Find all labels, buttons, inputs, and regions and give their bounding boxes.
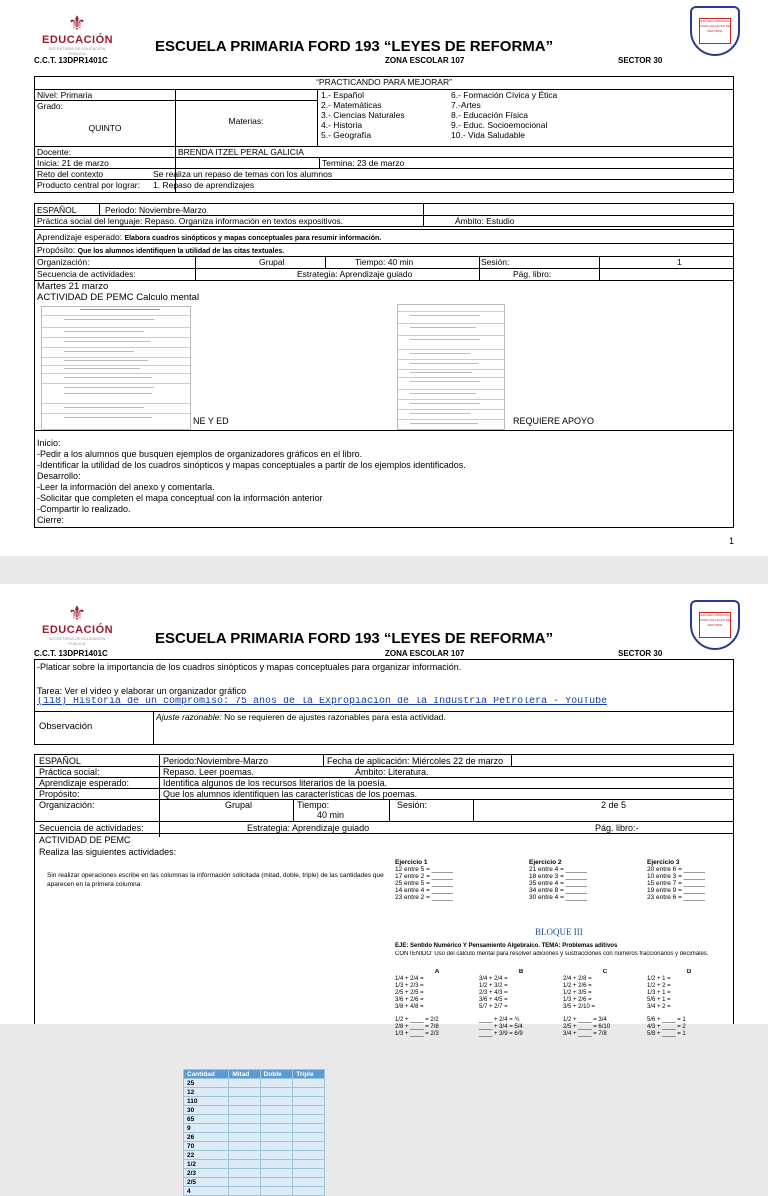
sep-logo bbox=[42, 604, 112, 646]
ejercicio-3 bbox=[647, 859, 705, 901]
frac-cell: 2/5 + ____ = 6/10 bbox=[563, 1024, 611, 1030]
table-row bbox=[184, 1160, 325, 1169]
col-letter: C bbox=[602, 969, 608, 975]
realiza-text: Realiza las siguientes actividades: bbox=[39, 847, 177, 857]
grado-value: QUINTO bbox=[88, 123, 122, 133]
cantidad-cell: 26 bbox=[184, 1133, 229, 1142]
table-row bbox=[184, 1097, 325, 1106]
sequence-line: -Compartir lo realizado. bbox=[37, 504, 131, 514]
frac-row bbox=[395, 1031, 731, 1038]
materia-item: 8.- Educación Física bbox=[451, 110, 529, 120]
eje-text: EJE: Sentido Numérico Y Pensamiento Algebraico. TEMA: Problemas aditivos bbox=[395, 943, 618, 949]
page-number: 1 bbox=[728, 536, 734, 546]
frac-cell: 1/2 + 2/6 = bbox=[563, 983, 592, 989]
session2-table bbox=[34, 754, 734, 1195]
sep-logo bbox=[42, 14, 112, 56]
proposito-label: Propósito: bbox=[39, 789, 80, 799]
cierre-table bbox=[34, 659, 734, 745]
ejercicio-title: Ejercicio 3 bbox=[647, 859, 680, 866]
inicia-date: Inicia: 21 de marzo bbox=[37, 158, 109, 168]
frac-cell: 1/3 + 1 = bbox=[647, 990, 671, 996]
table-row bbox=[184, 1178, 325, 1187]
cantidad-cell: 65 bbox=[184, 1115, 229, 1124]
cantidad-cell: 4 bbox=[184, 1187, 229, 1196]
sector: SECTOR 30 bbox=[618, 649, 663, 658]
sesion-label: Sesión: bbox=[397, 800, 428, 810]
frac-cell: 1/2 + ____ = 3/4 bbox=[563, 1017, 607, 1023]
seal-text: ESCUELA PRIMARIA FORD 193 LEYES DE REFORMA bbox=[699, 612, 731, 638]
ejercicio-line: 23 entre 2 = ______ bbox=[395, 894, 454, 901]
docente-name: BRENDA ITZEL PERAL GALICIA bbox=[178, 147, 304, 157]
organizacion-value: Grupal bbox=[259, 257, 285, 267]
observacion-label: Observación bbox=[39, 722, 93, 732]
table-row bbox=[184, 1187, 325, 1196]
sequence-line: Cierre: bbox=[37, 515, 65, 525]
requiere-apoyo-label: REQUIERE APOYO bbox=[513, 416, 595, 426]
ne-ed-label: NE Y ED bbox=[193, 416, 229, 426]
frac-cell: 2/4 + 2/8 = bbox=[563, 976, 592, 982]
proposito-label: Propósito: bbox=[37, 245, 76, 255]
instruccion-text: Sin realizar operaciones escribe en las columnas la información solicitada (mitad, doble, triple) de las cantidades que aparecen en la primera columna. bbox=[47, 872, 384, 888]
practica-label: Práctica social: bbox=[39, 767, 100, 777]
cantidad-cell: 30 bbox=[184, 1106, 229, 1115]
table-row bbox=[184, 1088, 325, 1097]
espanol-label: ESPAÑOL bbox=[37, 205, 77, 215]
proposito-value: Que los alumnos identifiquen la utilidad de las citas textuales. bbox=[77, 248, 285, 255]
th-mitad: Mitad bbox=[229, 1070, 260, 1079]
frac-cell: 3/4 + 2/4 = bbox=[479, 976, 508, 982]
zona-escolar: ZONA ESCOLAR 107 bbox=[385, 56, 465, 65]
reto-label: Reto del contexto bbox=[37, 169, 104, 179]
frac-cell: 1/4 + 2/4 = bbox=[395, 976, 424, 982]
materia-item: 7.-Artes bbox=[451, 100, 481, 110]
fracciones-grid bbox=[395, 969, 731, 1038]
producto-value: 1. Repaso de aprendizajes bbox=[153, 180, 255, 190]
sep-emblem-icon: ⚜ bbox=[68, 603, 86, 625]
termina-date: Termina: 23 de marzo bbox=[322, 158, 405, 168]
sesion-label: Sesión: bbox=[481, 257, 510, 267]
frac-cell: 3/4 + 2 = bbox=[647, 1004, 671, 1010]
sequence-line: -Leer la información del anexo y comentarla. bbox=[37, 482, 215, 492]
ejercicio-line: 30 entre 4 = ______ bbox=[529, 894, 588, 901]
frac-row bbox=[395, 1017, 731, 1024]
ejercicio-line: 12 entre 5 = ______ bbox=[395, 866, 454, 873]
table-row bbox=[184, 1106, 325, 1115]
cantidad-cell: 22 bbox=[184, 1151, 229, 1160]
document-page-1 bbox=[0, 0, 768, 556]
ejercicio-line: 34 entre 8 = ______ bbox=[529, 887, 588, 894]
fecha: Martes 21 marzo bbox=[37, 282, 109, 292]
aprendizaje-label: Aprendizaje esperado: bbox=[37, 232, 123, 242]
col-letter: D bbox=[686, 969, 692, 975]
frac-cell: ____ + 3/9 = 6/9 bbox=[479, 1031, 523, 1037]
frac-cell: 2/3 + 4/3 = bbox=[479, 990, 508, 996]
frac-cell: ____ + 3/4 = 5/4 bbox=[479, 1024, 523, 1030]
ejercicio-line: 10 entre 3 = ______ bbox=[647, 873, 706, 880]
practica-social: Práctica social del lenguaje: Repaso. Organiza información en textos expositivos. bbox=[37, 216, 344, 226]
materia-item: 3.- Ciencias Naturales bbox=[321, 110, 405, 120]
frac-cell: 1/3 + 2/3 = bbox=[395, 983, 424, 989]
cantidad-cell: 1/2 bbox=[184, 1160, 229, 1169]
organizacion-label: Organización: bbox=[39, 800, 95, 810]
aprendizaje-label: Aprendizaje esperado: bbox=[39, 778, 130, 788]
materia-item: 4.- Historia bbox=[321, 120, 363, 130]
table-row bbox=[184, 1151, 325, 1160]
aprendizaje-value: Identifica algunos de los recursos literarios de la poesía. bbox=[163, 778, 388, 788]
th-cantidad: Cantidad bbox=[184, 1070, 229, 1079]
col-letter: A bbox=[434, 969, 440, 975]
cantidad-cell: 110 bbox=[184, 1097, 229, 1106]
pag-libro: Pág. libro:- bbox=[595, 823, 639, 833]
ajuste-value: No se requieren de ajustes razonables para esta actividad. bbox=[224, 712, 446, 722]
secuencia-inicio bbox=[37, 438, 466, 526]
ejercicio-line: 23 entre 6 = ______ bbox=[647, 894, 706, 901]
aprendizaje-value: Elabora cuadros sinópticos y mapas conceptuales para resumir información. bbox=[124, 235, 382, 242]
producto-label: Producto central por lograr: bbox=[37, 180, 140, 190]
frac-row bbox=[395, 1024, 731, 1031]
tarea-text: Tarea: Ver el video y elaborar un organizador gráfico bbox=[37, 686, 247, 696]
reto-value: Se realiza un repaso de temas con los alumnos bbox=[153, 169, 333, 179]
table-row bbox=[184, 1115, 325, 1124]
table-row bbox=[184, 1079, 325, 1088]
materia-item: 1.- Español bbox=[321, 90, 364, 100]
tiempo-value: 40 min bbox=[317, 810, 345, 820]
cantidad-cell: 70 bbox=[184, 1142, 229, 1151]
espanol-header bbox=[34, 203, 734, 227]
frac-cell: 5/8 + ____ = 1 bbox=[647, 1031, 686, 1037]
tiempo-label: Tiempo: bbox=[297, 800, 330, 810]
tiempo: Tiempo: 40 min bbox=[355, 257, 414, 267]
table-row bbox=[184, 1142, 325, 1151]
pag-libro: Pág. libro: bbox=[513, 269, 552, 279]
ejercicio-line: 14 entre 4 = ______ bbox=[395, 887, 454, 894]
docente-label: Docente: bbox=[37, 147, 72, 157]
frac-cell: 1/2 + 3/5 = bbox=[563, 990, 592, 996]
ajuste-label: Ajuste razonable: bbox=[156, 712, 222, 722]
plan-title: “PRACTICANDO PARA MEJORAR” bbox=[316, 77, 452, 87]
periodo: Periodo:Noviembre-Marzo bbox=[163, 756, 269, 766]
video-link[interactable]: (118) Historia de un compromiso: 75 años de la Expropiación de la Industria Petrolera - YouTube bbox=[37, 697, 608, 707]
materia-item: 6.- Formación Cívica y Ética bbox=[451, 90, 558, 100]
frac-cell: 3/5 + 2/10 = bbox=[563, 1004, 596, 1010]
materia-item: 2.- Matemáticas bbox=[321, 100, 382, 110]
frac-cell: 3/6 + 2/6 = bbox=[395, 997, 424, 1003]
worksheet-thumbnail-right bbox=[397, 304, 505, 430]
cct-code: C.C.T. 13DPR1401C bbox=[34, 649, 108, 658]
ejercicio-line: 25 entre 5 = ______ bbox=[395, 880, 454, 887]
sequence-line: -Pedir a los alumnos que busquen ejemplos de organizadores gráficos en el libro. bbox=[37, 449, 363, 459]
frac-cell: 1/2 + 2 = bbox=[647, 983, 671, 989]
practica-value: Repaso. Leer poemas. bbox=[163, 767, 255, 777]
frac-row bbox=[395, 997, 731, 1004]
ambito: Ámbito: Literatura. bbox=[355, 767, 429, 777]
sequence-line: Desarrollo: bbox=[37, 471, 81, 481]
frac-row bbox=[395, 990, 731, 997]
estrategia: Estrategia: Aprendizaje guiado bbox=[297, 269, 413, 279]
ejercicio-line: 19 entre 9 = ______ bbox=[647, 887, 706, 894]
logo-text: EDUCACIÓN bbox=[42, 624, 114, 636]
col-letter: B bbox=[518, 969, 524, 975]
cierre-text: -Platicar sobre la importancia de los cuadros sinópticos y mapas conceptuales para organizar información. bbox=[37, 662, 462, 672]
worksheet-thumbnail-left bbox=[41, 306, 191, 430]
th-triple: Triple bbox=[293, 1070, 325, 1079]
document-page-2 bbox=[0, 584, 768, 1195]
school-title: ESCUELA PRIMARIA FORD 193 “LEYES DE REFORMA” bbox=[155, 630, 554, 647]
ajuste-row bbox=[156, 712, 446, 722]
materia-item: 5.- Geografía bbox=[321, 130, 372, 140]
session-table bbox=[34, 229, 734, 528]
contenido-text: CONTENIDO: Uso del cálculo mental para resolver adiciones y sustracciones con números fraccionarios y decimales. bbox=[395, 951, 709, 957]
frac-row bbox=[395, 976, 731, 983]
col-letters bbox=[395, 969, 731, 976]
sesion-num: 1 bbox=[677, 257, 682, 267]
school-seal-icon bbox=[690, 600, 740, 650]
grado-label: Grado: bbox=[37, 101, 63, 111]
frac-cell: 3/8 + 4/8 = bbox=[395, 1004, 424, 1010]
frac-cell: 2/5 + 2/5 = bbox=[395, 990, 424, 996]
ejercicio-title: Ejercicio 2 bbox=[529, 859, 562, 866]
ejercicio-line: 18 entre 3 = ______ bbox=[529, 873, 588, 880]
school-seal-icon bbox=[690, 6, 740, 56]
cantidad-cell: 25 bbox=[184, 1079, 229, 1088]
planning-table bbox=[34, 76, 734, 193]
cantidad-cell: 2/5 bbox=[184, 1178, 229, 1187]
frac-cell: 5/6 + ____ = 1 bbox=[647, 1017, 686, 1023]
materias-col1 bbox=[321, 90, 405, 140]
frac-cell: 4/3 + ____ = 2 bbox=[647, 1024, 686, 1030]
proposito-value: Que los alumnos identifiquen las características de los poemas. bbox=[163, 789, 418, 799]
nivel-label: Nivel: Primaria bbox=[37, 90, 93, 100]
th-doble: Doble bbox=[260, 1070, 293, 1079]
fecha-aplicacion: Fecha de aplicación: Miércoles 22 de marzo bbox=[327, 756, 504, 766]
table-row bbox=[184, 1124, 325, 1133]
periodo: Periodo: Noviembre-Marzo bbox=[105, 205, 207, 215]
materia-item: 9.- Educ. Socioemocional bbox=[451, 120, 548, 130]
sequence-line: -Solicitar que completen el mapa conceptual con la información anterior bbox=[37, 493, 323, 503]
logo-text: EDUCACIÓN bbox=[42, 34, 114, 46]
cantidad-cell: 2/3 bbox=[184, 1169, 229, 1178]
frac-cell: 2/8 + ____ = 7/8 bbox=[395, 1024, 439, 1030]
logo-subtitle: SECRETARÍA DE EDUCACIÓN PÚBLICA bbox=[48, 46, 106, 56]
organizacion-value: Grupal bbox=[225, 800, 253, 810]
frac-cell: 1/2 + 1 = bbox=[647, 976, 671, 982]
sep-emblem-icon: ⚜ bbox=[68, 13, 86, 35]
school-title: ESCUELA PRIMARIA FORD 193 “LEYES DE REFORMA” bbox=[155, 38, 554, 55]
ambito: Ámbito: Estudio bbox=[455, 216, 515, 226]
frac-cell: 3/6 + 4/5 = bbox=[479, 997, 508, 1003]
ejercicio-line: 35 entre 4 = ______ bbox=[529, 880, 588, 887]
table-row bbox=[184, 1169, 325, 1178]
sector: SECTOR 30 bbox=[618, 56, 663, 65]
table-row bbox=[184, 1133, 325, 1142]
ejercicio-title: Ejercicio 1 bbox=[395, 859, 428, 866]
frac-cell: ____ + 2/4 = ¾ bbox=[479, 1017, 520, 1023]
cantidad-cell: 9 bbox=[184, 1124, 229, 1133]
actividad-title: ACTIVIDAD DE PEMC Calculo mental bbox=[37, 293, 200, 303]
ejercicio-line: 21 entre 4 = ______ bbox=[529, 866, 588, 873]
cantidades-table bbox=[183, 1069, 325, 1196]
frac-cell: 5/6 + 1 = bbox=[647, 997, 671, 1003]
ejercicio-line: 20 entre 6 = ______ bbox=[647, 866, 706, 873]
secuencia-label: Secuencia de actividades: bbox=[37, 269, 136, 279]
frac-cell: 3/4 + ____ = 7/8 bbox=[563, 1031, 607, 1037]
frac-cell: 1/3 + 2/6 = bbox=[563, 997, 592, 1003]
sequence-line: Inicio: bbox=[37, 438, 61, 448]
materias-label: Materias: bbox=[228, 116, 264, 126]
frac-row bbox=[395, 983, 731, 990]
frac-cell: 1/2 + 3/2 = bbox=[479, 983, 508, 989]
actividad-title: ACTIVIDAD DE PEMC bbox=[39, 835, 131, 845]
materia-item: 10.- Vida Saludable bbox=[451, 130, 526, 140]
frac-cell: 5/7 + 2/7 = bbox=[479, 1004, 508, 1010]
estrategia: Estrategia: Aprendizaje guiado bbox=[247, 823, 370, 833]
bloque-title: BLOQUE III bbox=[535, 927, 583, 937]
sesion-num: 2 de 5 bbox=[601, 800, 627, 810]
seal-text: ESCUELA PRIMARIA FORD 193 LEYES DE REFORMA bbox=[699, 18, 731, 44]
ejercicio-line: 17 entre 2 = ______ bbox=[395, 873, 454, 880]
zona-escolar: ZONA ESCOLAR 107 bbox=[385, 649, 465, 658]
ejercicio-2 bbox=[529, 859, 587, 901]
materias-col2 bbox=[451, 90, 557, 140]
cantidad-cell: 12 bbox=[184, 1088, 229, 1097]
sequence-line: -Identificar la utilidad de los cuadros sinópticos y mapas conceptuales a partir de los ejemplos identificados. bbox=[37, 460, 466, 470]
organizacion-label: Organización: bbox=[37, 257, 90, 267]
ejercicio-line: 15 entre 7 = ______ bbox=[647, 880, 706, 887]
espanol-label: ESPAÑOL bbox=[39, 756, 81, 766]
frac-cell: 1/3 + ____ = 2/3 bbox=[395, 1031, 439, 1037]
ejercicio-1 bbox=[395, 859, 453, 901]
cct-code: C.C.T. 13DPR1401C bbox=[34, 56, 108, 65]
frac-cell: 1/2 + ____ = 2/2 bbox=[395, 1017, 439, 1023]
secuencia-label: Secuencia de actividades: bbox=[39, 823, 144, 833]
frac-row bbox=[395, 1004, 731, 1011]
logo-subtitle: SECRETARÍA DE EDUCACIÓN PÚBLICA bbox=[48, 636, 106, 646]
